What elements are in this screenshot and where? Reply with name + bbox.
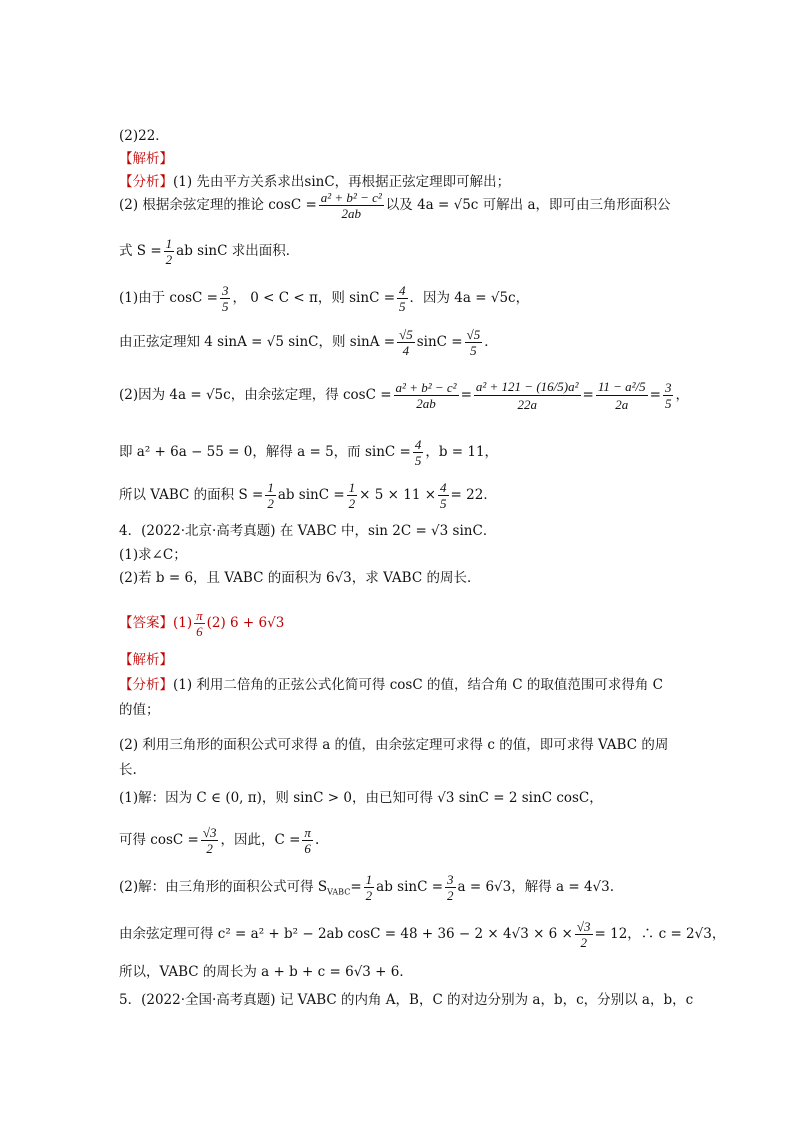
solution-q4-line-5: 所以，VABC 的周长为 a + b + c = 6√3 + 6．: [119, 964, 413, 980]
solution-line-2: 由正弦定理知 4 sinA = √5 sinC，则 sinA = $\frac{√5}{4}$ sinC = $\frac{√5}{5}$ ．: [119, 327, 498, 358]
solution-q4-line-2: 可得 cosC = $\frac{√3}{2}$ ，因此，C = $\frac{\pi}{6}$ .: [119, 825, 320, 856]
analysis-line-2: (2) 根据余弦定理的推论 cosC = $\frac{\text{a² + b² − c²}}{2ab}$ 以及 4a = √5c 可解出 a，即可由三角形面积公: [119, 190, 671, 221]
analysis-q4-line-2: 的值；: [119, 702, 160, 718]
analysis-q4-line-1: 【分析】(1) 利用二倍角的正弦公式化简可得 cosC 的值，结合角 C 的取值范围可求得角 C: [119, 677, 663, 693]
solution-q4-line-3: (2)解：由三角形的面积公式可得 $S_{VABC}=$ $\frac{1}{2}$ ab sinC = $\frac{3}{2}$ a = 6√3，解得 a = 4√3.: [119, 872, 615, 903]
analysis-q4-line-4: 长.: [119, 762, 137, 778]
solution-line-4: 即 a² + 6a − 55 = 0，解得 a = 5，而 sinC = $\frac{4}{5}$ ，b = 11，: [119, 437, 499, 468]
solution-line-3: (2)因为 4a = √5c，由余弦定理，得 cosC = $\frac{\text{a² + b² − c²}}{2ab}$ = $\frac{\text{a² + 121 − (16/5)a²}}{22a}$ = $\frac{\text{11 − a²/5}}{2a}$ = $\frac{3}{5}$ ，: [119, 379, 689, 412]
analysis-tag-q4: 【分析】: [119, 677, 173, 693]
analysis-heading: 【解析】: [119, 151, 173, 167]
question-4-part2: (2)若 b = 6，且 VABC 的面积为 6√3，求 VABC 的周长．: [119, 570, 481, 586]
analysis-line-3: 式 S = $\frac{1}{2}$ ab sinC 求出面积．: [119, 236, 300, 267]
analysis-heading-q4: 【解析】: [119, 652, 173, 668]
analysis-q4-line-3: (2) 利用三角形的面积公式可求得 a 的值，由余弦定理可求得 c 的值，即可求得 VABC 的周: [119, 737, 669, 753]
analysis-tag: 【分析】: [119, 174, 173, 190]
question-5-title: 5．(2022·全国·高考真题) 记 VABC 的内角 A，B，C 的对边分别为 a，b，c，分别以 a，b，c: [119, 992, 694, 1008]
solution-line-1: (1)由于 cosC = $\frac{3}{5}$ ， 0 < C < π，则 sinC = $\frac{4}{5}$ ．因为 4a = √5c，: [119, 283, 530, 314]
solution-q4-line-1: (1)解：因为 C ∈ (0, π)，则 sinC > 0，由已知可得 √3 sinC = 2 sinC cosC，: [119, 790, 603, 806]
analysis-line-1: 【分析】(1) 先由平方关系求出sinC，再根据正弦定理即可解出；: [119, 174, 511, 190]
answer-line-part2: (2)22．: [119, 128, 169, 144]
answer-line-q4: 【答案】(1) $\frac{\pi}{6}$ (2) 6 + 6√3: [119, 608, 285, 639]
question-4-part1: (1)求∠C；: [119, 547, 187, 563]
answer-tag: 【答案】: [119, 615, 173, 631]
question-4-title: 4．(2022·北京·高考真题) 在 VABC 中，sin 2C = √3 sinC．: [119, 523, 497, 539]
solution-q4-line-4: 由余弦定理可得 c² = a² + b² − 2ab cosC = 48 + 36 − 2 × 4√3 × 6 × $\frac{√3}{2}$ = 12，∴ c = 2√3，: [119, 919, 726, 950]
solution-line-5: 所以 VABC 的面积 S = $\frac{1}{2}$ ab sinC = $\frac{1}{2}$ × 5 × 11 × $\frac{4}{5}$ = 22．: [119, 480, 497, 511]
